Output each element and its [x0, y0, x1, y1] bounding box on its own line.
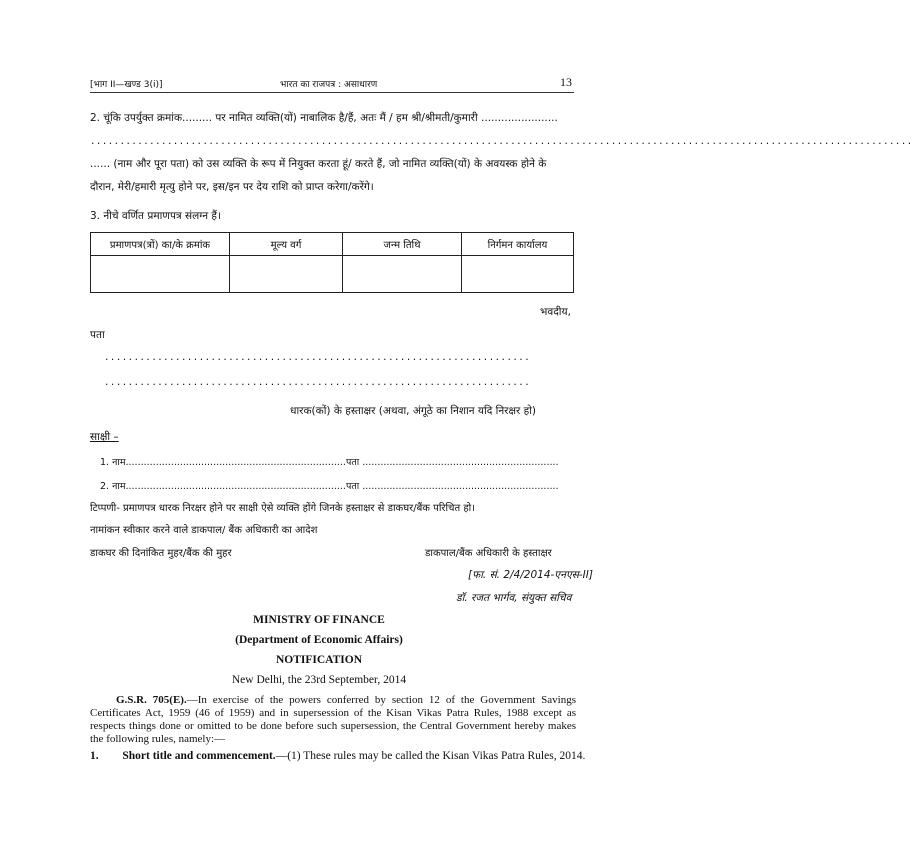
- witness-note: टिप्पणी- प्रमाणपत्र धारक निरक्षर होने पर साक्षी ऐसे व्यक्ति होंगे जिनके हस्ताक्षर से डाकघर/बैंक परिचित हो।: [90, 503, 476, 514]
- page-number: 13: [560, 75, 572, 89]
- postmaster-signature: डाकपाल/बैंक अधिकारी के हस्ताक्षर: [425, 548, 552, 559]
- ministry-title: MINISTRY OF FINANCE: [253, 614, 385, 626]
- gazette-title: भारत का राजपत्र : असाधारण: [280, 80, 378, 90]
- notification-body-text: —In exercise of the powers conferred by section 12 of the Government Savings Certificates Act, 1959 (46 of 1959) and in supersession of the Kisan Vikas Patra Rules, 1988 except as respects things done or omitted to be done before such supersession, the Central Government hereby makes the following rules, namely:—: [90, 694, 577, 745]
- certificate-table: [90, 232, 574, 293]
- para3: 3. नीचे वर्णित प्रमाणपत्र संलग्न हैं।: [90, 210, 221, 222]
- table-cell: [343, 256, 462, 293]
- witness-title: साक्षी –: [90, 431, 119, 443]
- para2-line2: ...........................................................................................................................................: [90, 137, 913, 147]
- holder-signature-label: धारक(कों) के हस्ताक्षर (अथवा, अंगूठे का निशान यदि निरक्षर हो): [290, 405, 537, 417]
- col-cert-number: प्रमाणपत्र(त्रों) का/के क्रमांक: [91, 233, 230, 256]
- department-title: (Department of Economic Affairs): [235, 634, 403, 646]
- rule1-text: —(1) These rules may be called the Kisan Vikas Patra Rules, 2014.: [275, 750, 586, 762]
- header-part-label: [भाग II—खण्ड 3(i)]: [90, 80, 163, 90]
- gsr-label: G.S.R. 705(E).: [116, 694, 187, 706]
- header-rule: [90, 92, 574, 93]
- address-dots-1: ........................................................................: [104, 353, 531, 363]
- rule1-heading: Short title and commencement.: [122, 750, 276, 762]
- post-office-stamp: डाकघर की दिनांकित मुहर/बैंक की मुहर: [90, 548, 232, 559]
- address-dots-2: ........................................................................: [104, 378, 531, 388]
- witness-1: 1. नाम.........................................................................पता .................................................................: [100, 457, 559, 468]
- para2-line4: दौरान, मेरी/हमारी मृत्यु होने पर, इस/इन पर देय राशि को प्राप्त करेगा/करेंगे।: [90, 181, 374, 193]
- table-row: [91, 256, 574, 293]
- notification-body: [90, 694, 576, 746]
- notification-date: New Delhi, the 23rd September, 2014: [231, 674, 407, 686]
- table-cell: [230, 256, 343, 293]
- col-denomination: मूल्य वर्ग: [230, 233, 343, 256]
- signatory: डॉ. रजत भार्गव, संयुक्त सचिव: [456, 592, 572, 604]
- table-header-row: [91, 233, 574, 256]
- rule1-row: [90, 750, 585, 762]
- table-cell: [91, 256, 230, 293]
- file-reference: [फा. सं. 2/4/2014-एनएस-II]: [468, 569, 593, 581]
- acceptance-order: नामांकन स्वीकार करने वाले डाकपाल/ बैंक अधिकारी का आदेश: [90, 525, 318, 536]
- yours-faithfully: भवदीय,: [540, 306, 571, 318]
- para2-line3: ...... (नाम और पूरा पता) को उस व्यक्ति के रूप में नियुक्त करता हूं/ करते हैं, जो नामित व्यक्ति(यों) के अवयस्क होने के: [90, 158, 547, 170]
- col-birth-date: जन्म तिथि: [343, 233, 462, 256]
- table-cell: [462, 256, 574, 293]
- notification-title: NOTIFICATION: [275, 654, 363, 666]
- address-label: पता: [90, 329, 105, 341]
- para2-line1: 2. चूंकि उपर्युक्त क्रमांक......... पर नामित व्यक्ति(यों) नाबालिक है/हैं, अतः मैं / हम श्री/श्रीमती/कुमारी .......................: [90, 112, 558, 124]
- col-issuing-office: निर्गमन कार्यालय: [462, 233, 574, 256]
- witness-2: 2. नाम.........................................................................पता .................................................................: [100, 481, 559, 492]
- rule1-number: 1.: [90, 750, 99, 762]
